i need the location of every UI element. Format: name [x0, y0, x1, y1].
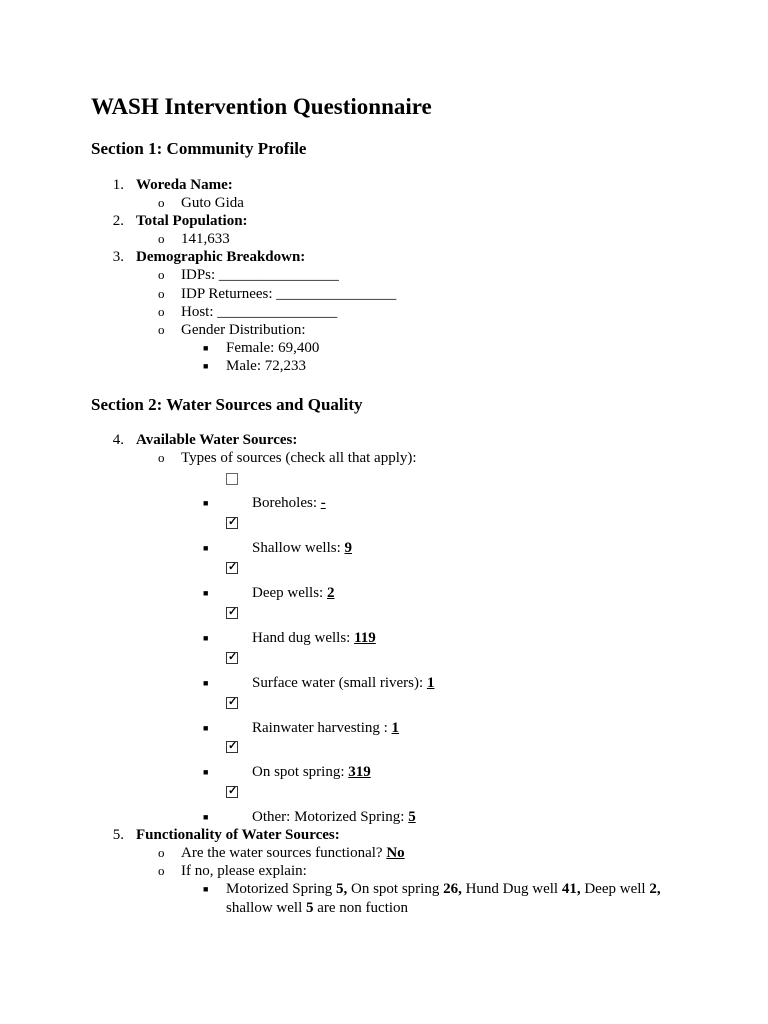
- sub-bullet: o: [158, 863, 165, 878]
- square-bullet: ■: [203, 633, 209, 643]
- check-icon: ✓: [228, 516, 238, 528]
- detail-count: 2,: [649, 881, 661, 897]
- check-icon: ✓: [228, 740, 238, 752]
- sub-bullet: o: [158, 267, 165, 282]
- q4-number: 4.: [112, 432, 124, 448]
- other-source-checkbox[interactable]: [226, 786, 238, 798]
- source-item: [252, 539, 352, 557]
- source-value: 119: [354, 630, 376, 646]
- check-icon: ✓: [228, 606, 238, 618]
- q2-answer: 141,633: [181, 231, 230, 247]
- source-item: [252, 674, 434, 692]
- square-bullet: ■: [203, 361, 209, 371]
- detail-count: 41,: [561, 881, 581, 897]
- source-value: 319: [348, 764, 371, 780]
- explain-prompt: If no, please explain:: [181, 863, 307, 879]
- source-value: 9: [344, 540, 352, 556]
- female-count: Female: 69,400: [226, 340, 320, 356]
- source-item: [252, 808, 416, 826]
- check-icon: ✓: [228, 696, 238, 708]
- source-label: Hand dug wells:: [252, 630, 355, 646]
- q3-label: Demographic Breakdown:: [136, 249, 306, 265]
- source-item: [252, 629, 376, 647]
- male-count: Male: 72,233: [226, 358, 306, 374]
- source-value: 1: [391, 720, 400, 736]
- square-bullet: ■: [203, 812, 209, 822]
- q2-number: 2.: [112, 213, 124, 229]
- functional-answer: No: [386, 845, 405, 861]
- source-label: Boreholes:: [252, 495, 321, 511]
- source-item: [252, 494, 326, 512]
- detail-count: 26,: [443, 881, 462, 897]
- check-icon: ✓: [228, 785, 238, 797]
- square-bullet: ■: [203, 678, 209, 688]
- sub-bullet: o: [158, 286, 165, 301]
- square-bullet: ■: [203, 723, 209, 733]
- source-label: Deep wells:: [252, 585, 327, 601]
- check-icon: ✓: [228, 561, 238, 573]
- detail-text: are non fuction: [313, 900, 409, 916]
- q5-number: 5.: [112, 827, 124, 843]
- shallow-wells-checkbox[interactable]: [226, 517, 238, 529]
- square-bullet: ■: [203, 884, 209, 894]
- sub-bullet: o: [158, 304, 165, 319]
- square-bullet: ■: [203, 498, 209, 508]
- rainwater-harvesting-checkbox[interactable]: [226, 697, 238, 709]
- source-label: Surface water (small rivers):: [252, 675, 427, 691]
- square-bullet: ■: [203, 767, 209, 777]
- q5-label: Functionality of Water Sources:: [136, 827, 340, 843]
- gender-distribution-label: Gender Distribution:: [181, 322, 306, 338]
- sub-bullet: o: [158, 195, 165, 210]
- source-label: Other: Motorized Spring:: [252, 809, 409, 825]
- q2-label: Total Population:: [136, 213, 248, 229]
- deep-wells-checkbox[interactable]: [226, 562, 238, 574]
- idp-returnees-field: IDP Returnees: ________________: [181, 286, 397, 302]
- source-types-prompt: Types of sources (check all that apply):: [181, 450, 417, 466]
- boreholes-checkbox[interactable]: [226, 473, 238, 485]
- detail-count: 5,: [336, 881, 348, 897]
- functional-question-text: Are the water sources functional?: [181, 845, 387, 861]
- non-functional-detail-line2: [226, 899, 408, 917]
- hand-dug-wells-checkbox[interactable]: [226, 607, 238, 619]
- surface-water-checkbox[interactable]: [226, 652, 238, 664]
- source-item: [252, 719, 399, 737]
- q1-number: 1.: [112, 177, 124, 193]
- detail-text: shallow well: [226, 900, 306, 916]
- q1-label: Woreda Name:: [136, 177, 233, 193]
- host-field: Host: ________________: [181, 304, 338, 320]
- functional-question: [181, 844, 405, 862]
- q3-number: 3.: [112, 249, 124, 265]
- sub-bullet: o: [158, 231, 165, 246]
- square-bullet: ■: [203, 543, 209, 553]
- square-bullet: ■: [203, 343, 209, 353]
- detail-text: On spot spring: [347, 881, 444, 897]
- idps-field: IDPs: ________________: [181, 267, 339, 283]
- non-functional-detail-line1: [226, 880, 661, 898]
- source-label: Shallow wells:: [252, 540, 345, 556]
- sub-bullet: o: [158, 845, 165, 860]
- detail-count: 5: [306, 900, 314, 916]
- square-bullet: ■: [203, 588, 209, 598]
- source-value: 1: [426, 675, 435, 691]
- detail-text: Hund Dug well: [461, 881, 562, 897]
- sub-bullet: o: [158, 322, 165, 337]
- source-value: -: [320, 495, 326, 511]
- sub-bullet: o: [158, 450, 165, 465]
- section1-heading: Section 1: Community Profile: [91, 139, 307, 158]
- detail-text: Motorized Spring: [226, 881, 336, 897]
- on-spot-spring-checkbox[interactable]: [226, 741, 238, 753]
- q1-answer: Guto Gida: [181, 195, 244, 211]
- document-title: WASH Intervention Questionnaire: [91, 94, 432, 119]
- source-value: 2: [326, 585, 335, 601]
- source-label: Rainwater harvesting :: [252, 720, 392, 736]
- check-icon: ✓: [228, 651, 238, 663]
- source-value: 5: [408, 809, 416, 825]
- source-item: [252, 584, 334, 602]
- source-item: [252, 763, 371, 781]
- source-label: On spot spring:: [252, 764, 349, 780]
- detail-text: Deep well: [580, 881, 650, 897]
- section2-heading: Section 2: Water Sources and Quality: [91, 395, 363, 414]
- q4-label: Available Water Sources:: [136, 432, 298, 448]
